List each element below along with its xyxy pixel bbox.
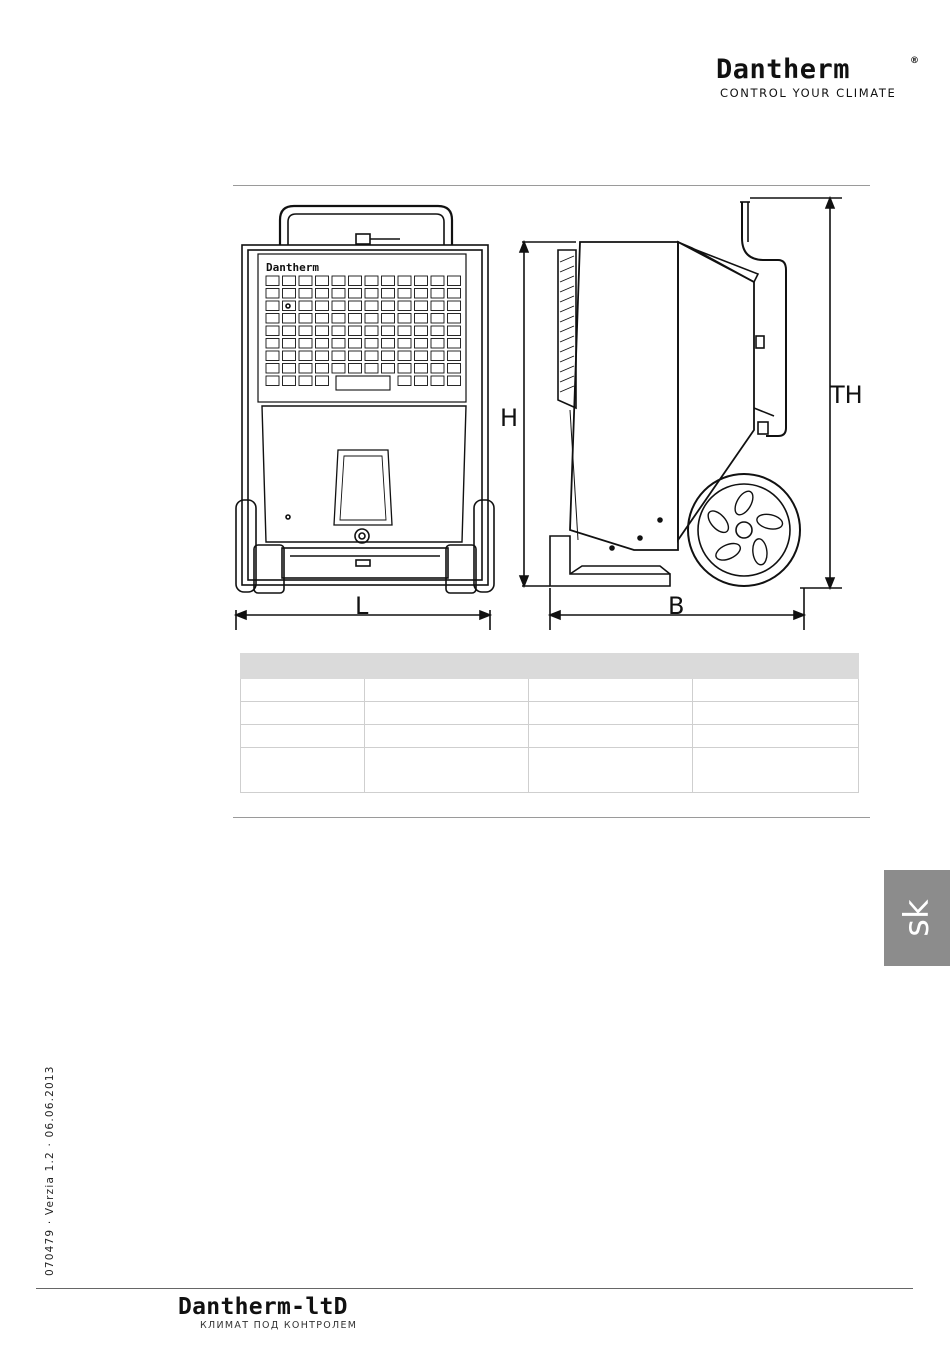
- table-cell: [365, 702, 529, 725]
- top-divider: [233, 185, 870, 186]
- table-header-cell: [529, 654, 693, 679]
- table-header-cell: [365, 654, 529, 679]
- side-view: [550, 202, 800, 586]
- table-row: [241, 679, 859, 702]
- table-cell: [693, 725, 859, 748]
- dantherm-ltd-logo-footer: [178, 1294, 398, 1331]
- table-cell: [365, 679, 529, 702]
- footer-divider: [36, 1288, 913, 1289]
- front-view: [236, 206, 494, 593]
- logo-tagline: CONTROL YOUR CLIMATE: [720, 86, 897, 100]
- dimensions-table: [240, 653, 859, 793]
- table-cell: [241, 679, 365, 702]
- footer-brand-text: Dantherm-ltD: [178, 1294, 348, 1320]
- table-cell: [365, 725, 529, 748]
- table-cell: [529, 702, 693, 725]
- label-h: H: [500, 404, 519, 432]
- dimension-h: [520, 242, 576, 586]
- dantherm-logo-header: [716, 54, 919, 102]
- document-reference: 070479 · Verzia 1.2 · 06.06.2013: [44, 1065, 56, 1276]
- language-tab-label: sk: [897, 899, 937, 937]
- table-row: [241, 702, 859, 725]
- table-cell: [529, 748, 693, 793]
- label-l: L: [355, 592, 369, 620]
- table-header-cell: [693, 654, 859, 679]
- front-panel-brand: Dantherm: [266, 261, 319, 274]
- bottom-divider: [233, 817, 870, 818]
- table-cell: [693, 702, 859, 725]
- table-cell: [529, 679, 693, 702]
- table-header-row: [241, 654, 859, 679]
- table-cell: [529, 725, 693, 748]
- table-cell: [693, 679, 859, 702]
- label-th: TH: [830, 381, 863, 409]
- table-row: [241, 725, 859, 748]
- dehumidifier-dimension-drawing: [230, 190, 890, 640]
- table-cell: [241, 748, 365, 793]
- table-cell: [241, 725, 365, 748]
- table-cell: [241, 702, 365, 725]
- label-b: B: [668, 592, 685, 620]
- table-cell: [365, 748, 529, 793]
- footer-tagline: КЛИМАТ ПОД КОНТРОЛЕМ: [200, 1320, 358, 1331]
- table-cell: [693, 748, 859, 793]
- dimension-th: [750, 198, 842, 588]
- logo-brand-text: Dantherm: [716, 54, 851, 85]
- table-header-cell: [241, 654, 365, 679]
- registered-mark: ®: [910, 56, 919, 66]
- language-tab-sk[interactable]: [884, 870, 950, 966]
- table-row: [241, 748, 859, 793]
